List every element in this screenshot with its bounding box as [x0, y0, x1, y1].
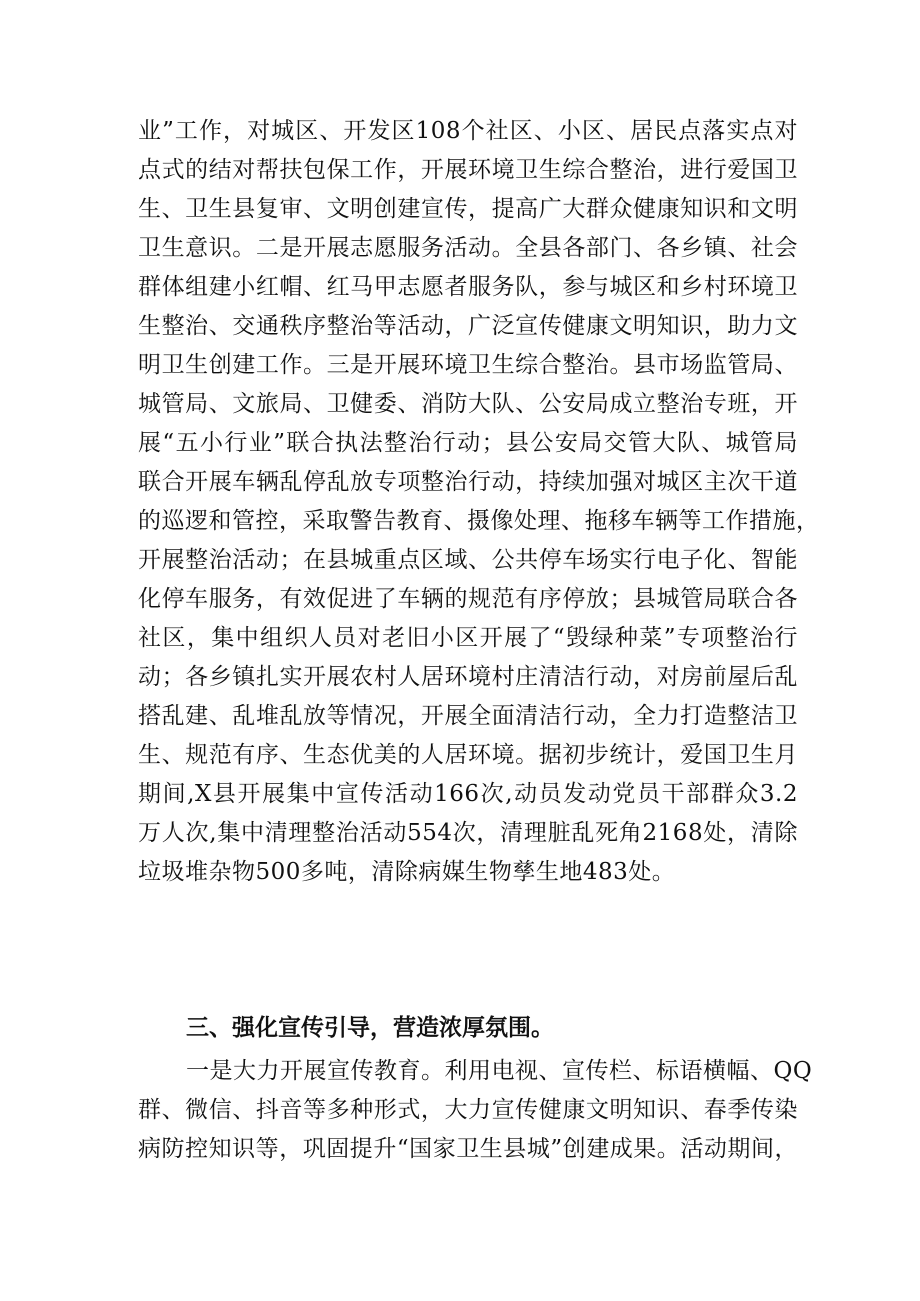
paragraph-line: 联合开展车辆乱停乱放专项整治行动，持续加强对城区主次干道: [138, 469, 798, 495]
paragraph-line: 一是大力开展宣传教育。利用电视、宣传栏、标语横幅、QQ: [186, 1058, 813, 1084]
paragraph-line: 业”工作，对城区、开发区108个社区、小区、居民点落实点对: [138, 118, 798, 144]
paragraph-line: 搭乱建、乱堆乱放等情况，开展全面清洁行动，全力打造整洁卫: [138, 703, 798, 729]
paragraph-line: 生、规范有序、生态优美的人居环境。据初步统计，爱国卫生月: [138, 742, 798, 768]
paragraph-line: 期间,X县开展集中宣传活动166次,动员发动党员干部群众3.2: [138, 781, 798, 807]
paragraph-line: 点式的结对帮扶包保工作，开展环境卫生综合整治，进行爱国卫: [138, 157, 798, 183]
paragraph-line: 万人次,集中清理整治活动554次，清理脏乱死角2168处，清除: [138, 820, 798, 846]
paragraph-line: 生整治、交通秩序整治等活动，广泛宣传健康文明知识，助力文: [138, 313, 798, 339]
paragraph-line: 垃圾堆杂物500多吨，清除病媒生物孳生地483处。: [138, 859, 676, 885]
paragraph-line: 社区，集中组织人员对老旧小区开展了“毁绿种菜”专项整治行: [138, 625, 798, 651]
paragraph-line: 的巡逻和管控，采取警告教育、摄像处理、拖移车辆等工作措施，: [138, 508, 820, 534]
paragraph-line: 动；各乡镇扎实开展农村人居环境村庄清洁行动，对房前屋后乱: [138, 664, 798, 690]
paragraph-line: 化停车服务，有效促进了车辆的规范有序停放；县城管局联合各: [138, 586, 798, 612]
paragraph-line: 明卫生创建工作。三是开展环境卫生综合整治。县市场监管局、: [138, 352, 798, 378]
paragraph-line: 生、卫生县复审、文明创建宣传，提高广大群众健康知识和文明: [138, 196, 798, 222]
paragraph-line: 群、微信、抖音等多种形式，大力宣传健康文明知识、春季传染: [138, 1097, 798, 1123]
section-heading: 三、强化宣传引导，营造浓厚氛围。: [186, 1015, 554, 1041]
body-paragraph: [138, 112, 820, 892]
paragraph-line: 卫生意识。二是开展志愿服务活动。全县各部门、各乡镇、社会: [138, 235, 798, 261]
paragraph-line: 病防控知识等，巩固提升“国家卫生县城”创建成果。活动期间，: [138, 1136, 798, 1162]
paragraph-line: 开展整治活动；在县城重点区域、公共停车场实行电子化、智能: [138, 547, 798, 573]
paragraph-line: 群体组建小红帽、红马甲志愿者服务队，参与城区和乡村环境卫: [138, 274, 798, 300]
body-paragraph: [138, 1052, 813, 1169]
paragraph-line: 城管局、文旅局、卫健委、消防大队、公安局成立整治专班，开: [138, 391, 798, 417]
paragraph-line: 展“五小行业”联合执法整治行动；县公安局交管大队、城管局: [138, 430, 798, 456]
